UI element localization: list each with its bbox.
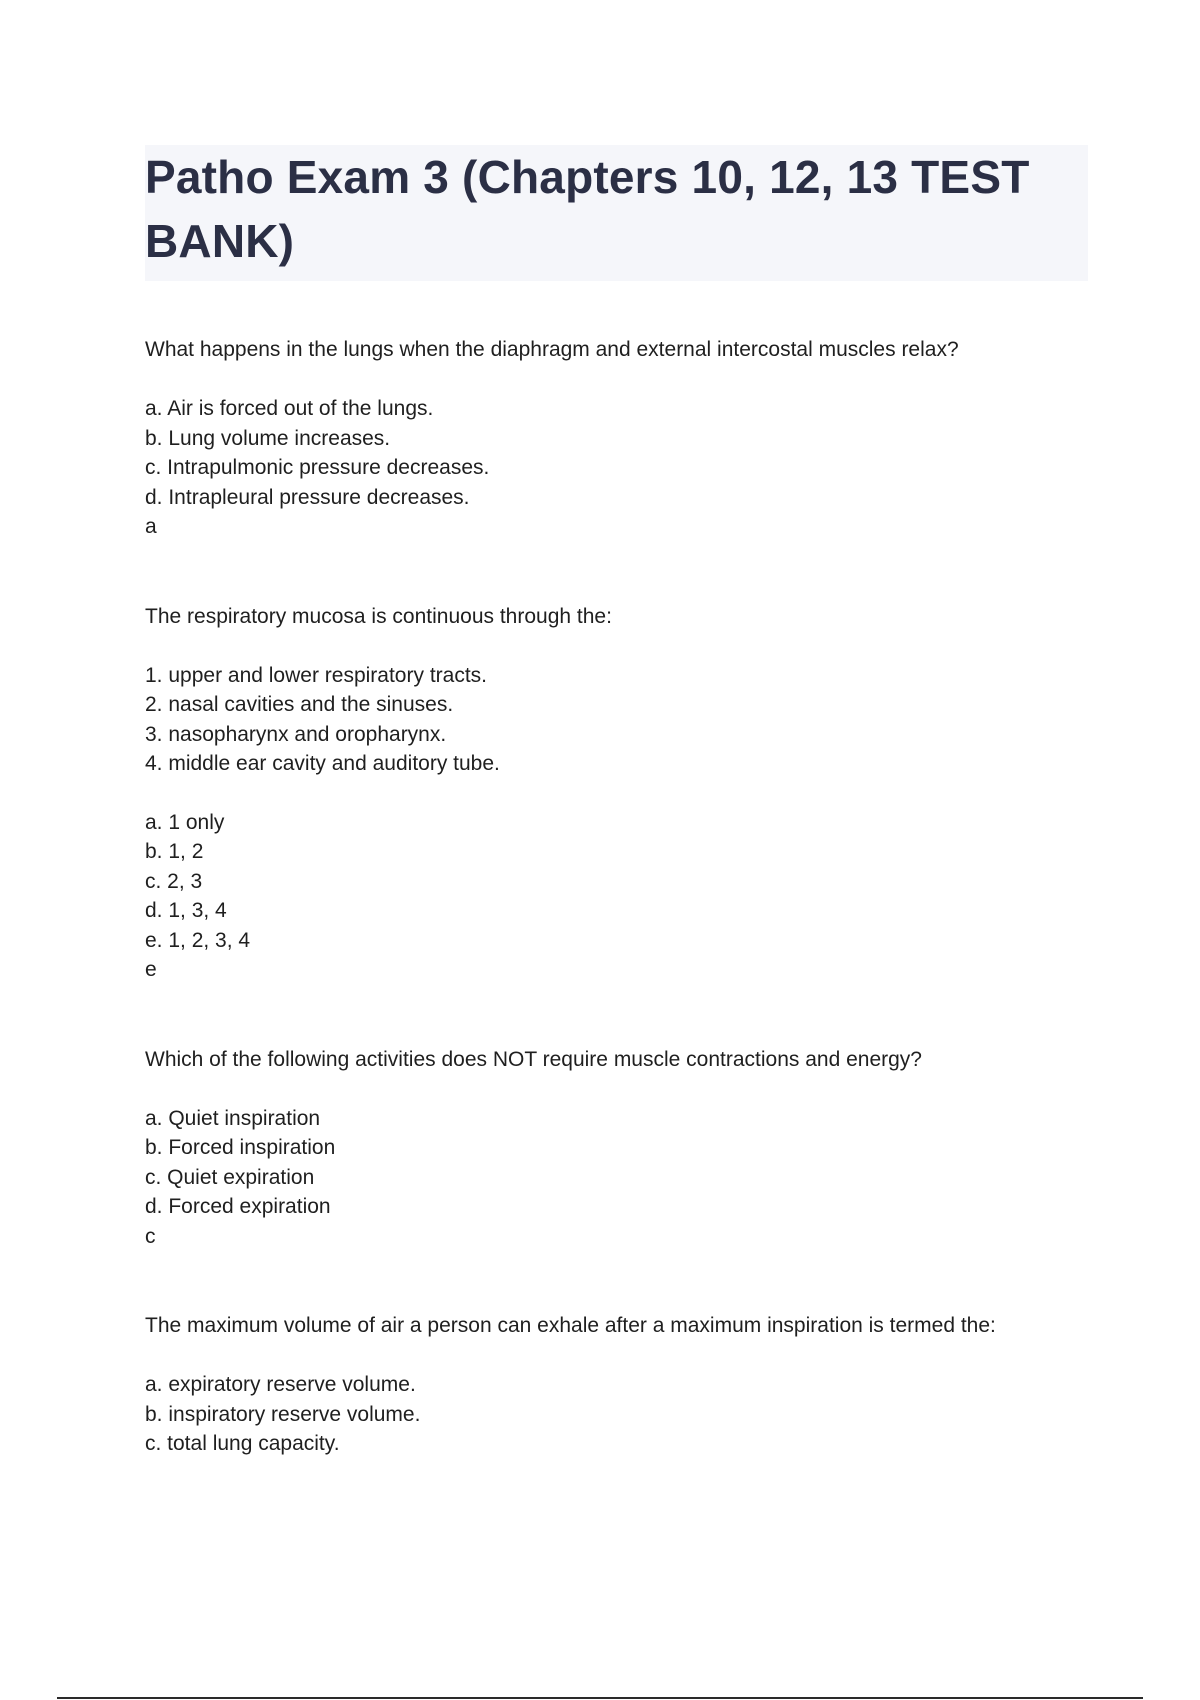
question-stem: What happens in the lungs when the diaphragm and external intercostal muscles relax?: [145, 338, 959, 361]
footer-divider: [57, 1697, 1143, 1699]
option-item: c. total lung capacity.: [145, 1432, 340, 1455]
option-list: [145, 394, 1095, 512]
option-list: [145, 808, 1095, 956]
question-stem: The respiratory mucosa is continuous through the:: [145, 604, 612, 628]
statement-item: 3. nasopharynx and oropharynx.: [145, 722, 447, 746]
option-item: a. Air is forced out of the lungs.: [145, 397, 434, 420]
questions-container: [145, 335, 1095, 1459]
option-item: e. 1, 2, 3, 4: [145, 928, 251, 952]
answer-key: a: [145, 515, 157, 538]
option-item: b. 1, 2: [145, 840, 204, 863]
question-4: [145, 1311, 1095, 1459]
option-item: d. Intrapleural pressure decreases.: [145, 485, 470, 509]
option-item: a. 1 only: [145, 810, 225, 834]
option-item: b. Lung volume increases.: [145, 426, 391, 450]
spacer: [145, 985, 1095, 1045]
title-banner: [145, 145, 1088, 281]
question-3: [145, 1045, 1095, 1252]
option-list: [145, 1104, 1095, 1222]
question-stem: Which of the following activities does NOT require muscle contractions and energy?: [145, 1047, 922, 1071]
option-item: c. Quiet expiration: [145, 1165, 315, 1189]
spacer: [145, 542, 1095, 602]
option-item: d. 1, 3, 4: [145, 899, 227, 922]
option-item: d. Forced expiration: [145, 1195, 331, 1218]
option-item: c. Intrapulmonic pressure decreases.: [145, 456, 490, 479]
option-item: c. 2, 3: [145, 869, 203, 893]
spacer: [145, 1251, 1095, 1311]
option-item: a. expiratory reserve volume.: [145, 1373, 416, 1396]
statement-list: [145, 661, 1095, 779]
page-title: Patho Exam 3 (Chapters 10, 12, 13 TEST BANK): [145, 151, 1030, 267]
answer-key: c: [145, 1224, 156, 1248]
statement-item: 2. nasal cavities and the sinuses.: [145, 693, 454, 716]
question-stem: The maximum volume of air a person can exhale after a maximum inspiration is termed the:: [145, 1314, 996, 1337]
option-item: b. Forced inspiration: [145, 1136, 336, 1159]
statement-item: 1. upper and lower respiratory tracts.: [145, 663, 487, 687]
answer-key: e: [145, 958, 157, 981]
option-item: b. inspiratory reserve volume.: [145, 1402, 421, 1426]
question-2: [145, 602, 1095, 985]
option-list: [145, 1370, 1095, 1459]
statement-item: 4. middle ear cavity and auditory tube.: [145, 752, 500, 775]
option-item: a. Quiet inspiration: [145, 1106, 321, 1130]
question-1: [145, 335, 1095, 542]
